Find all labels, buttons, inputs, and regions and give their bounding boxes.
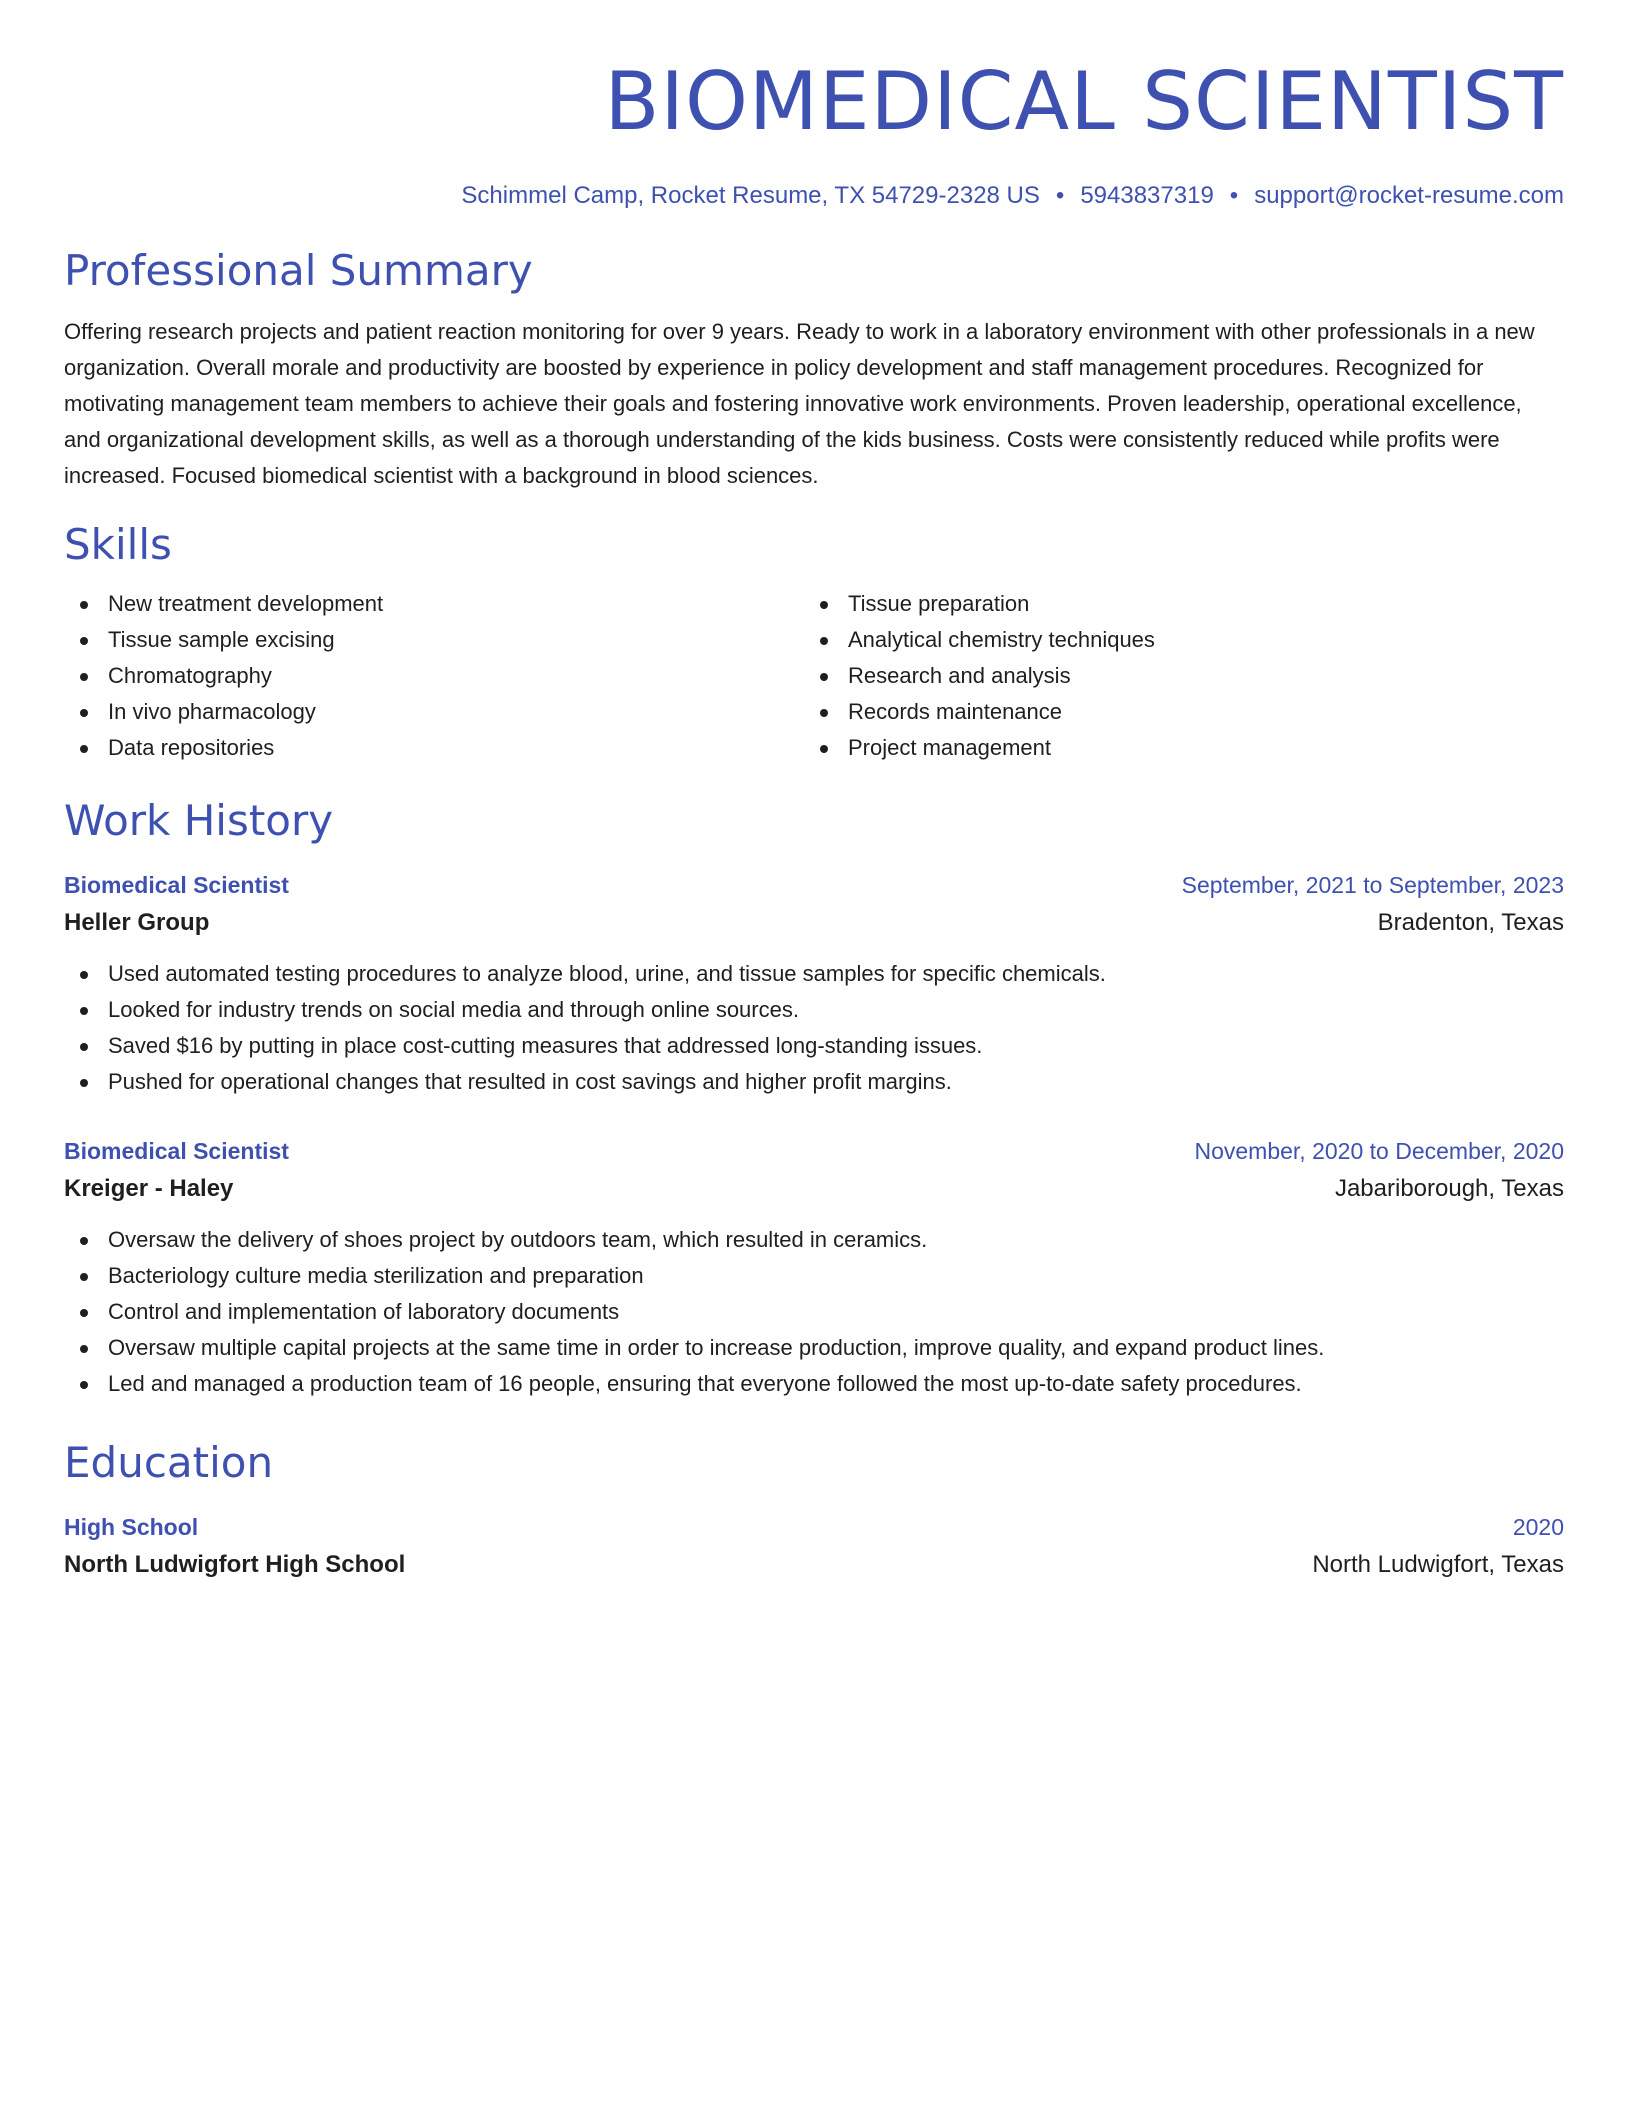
skills-section	[64, 520, 1564, 766]
summary-text: Offering research projects and patient reaction monitoring for over 9 years. Ready to work in a laboratory environment with other professionals in a new organization. Overall morale and productivity are boosted by experience in policy development and staff management procedures. Recognized for motivating management team members to achieve their goals and fostering innovative work environments. Proven leadership, operational excellence, and organizational development skills, as well as a thorough understanding of the kids business. Costs were consistently reduced while profits were increased. Focused biomedical scientist with a background in blood sciences.	[64, 319, 1535, 488]
skill-item: Research and analysis	[804, 658, 1544, 694]
job-bullet: Oversaw the delivery of shoes project by outdoors team, which resulted in ceramics.	[64, 1222, 1564, 1258]
work-history-section	[64, 796, 1564, 1402]
job-location: Jabariborough, Texas	[1334, 1175, 1564, 1202]
education-entry	[64, 1508, 1564, 1584]
skills-columns	[64, 586, 1564, 766]
job-entry	[64, 866, 1564, 1100]
skills-list-right	[804, 586, 1544, 766]
section-heading-work: Work History	[64, 796, 334, 845]
job-header-row	[64, 1132, 1564, 1170]
job-bullet: Pushed for operational changes that resulted in cost savings and higher profit margins.	[64, 1064, 1564, 1100]
job-company: Kreiger - Haley	[64, 1175, 234, 1202]
job-bullet: Saved $16 by putting in place cost-cutting measures that addressed long-standing issues.	[64, 1028, 1564, 1064]
job-bullet: Looked for industry trends on social media and through online sources.	[64, 992, 1564, 1028]
skill-item: Chromatography	[64, 658, 804, 694]
section-heading-education: Education	[64, 1438, 274, 1487]
job-company-row	[64, 1170, 1564, 1208]
resume-page	[64, 0, 1564, 1584]
job-dates: November, 2020 to December, 2020	[1194, 1138, 1564, 1164]
job-bullets	[64, 956, 1564, 1100]
skill-item: Tissue sample excising	[64, 622, 804, 658]
skill-item: Project management	[804, 730, 1544, 766]
resume-title: BIOMEDICAL SCIENTIST	[604, 55, 1564, 148]
professional-summary-section	[64, 246, 1564, 494]
education-section	[64, 1438, 1564, 1584]
job-bullet: Oversaw multiple capital projects at the same time in order to increase production, improve quality, and expand product lines.	[64, 1330, 1564, 1366]
job-dates: September, 2021 to September, 2023	[1181, 872, 1564, 898]
skill-item: Records maintenance	[804, 694, 1544, 730]
skills-list-left	[64, 586, 804, 766]
education-school: North Ludwigfort High School	[64, 1551, 406, 1578]
section-heading-skills: Skills	[64, 520, 172, 569]
job-bullet: Led and managed a production team of 16 people, ensuring that everyone followed the most up-to-date safety procedures.	[64, 1366, 1564, 1402]
job-role: Biomedical Scientist	[64, 872, 289, 898]
contact-phone: 5943837319	[1080, 182, 1214, 209]
job-bullet: Control and implementation of laboratory documents	[64, 1294, 1564, 1330]
skill-item: Analytical chemistry techniques	[804, 622, 1544, 658]
job-location: Bradenton, Texas	[1377, 909, 1564, 936]
skill-item: New treatment development	[64, 586, 804, 622]
separator-dot: •	[1229, 182, 1239, 209]
education-header-row	[64, 1508, 1564, 1546]
skill-item: Tissue preparation	[804, 586, 1544, 622]
job-bullets	[64, 1222, 1564, 1402]
contact-line	[64, 180, 1564, 212]
education-school-row	[64, 1546, 1564, 1584]
separator-dot: •	[1055, 182, 1065, 209]
education-year: 2020	[1512, 1514, 1564, 1540]
education-degree: High School	[64, 1514, 199, 1540]
job-header-row	[64, 866, 1564, 904]
job-bullet: Used automated testing procedures to analyze blood, urine, and tissue samples for specific chemicals.	[64, 956, 1564, 992]
education-location: North Ludwigfort, Texas	[1312, 1551, 1564, 1578]
skill-item: Data repositories	[64, 730, 804, 766]
contact-email: support@rocket-resume.com	[1254, 182, 1564, 209]
contact-address: Schimmel Camp, Rocket Resume, TX 54729-2328 US	[461, 182, 1040, 209]
job-role: Biomedical Scientist	[64, 1138, 289, 1164]
section-heading-summary: Professional Summary	[64, 246, 533, 295]
job-company: Heller Group	[64, 909, 210, 936]
job-entry	[64, 1132, 1564, 1402]
job-bullet: Bacteriology culture media sterilization and preparation	[64, 1258, 1564, 1294]
job-company-row	[64, 904, 1564, 942]
skill-item: In vivo pharmacology	[64, 694, 804, 730]
